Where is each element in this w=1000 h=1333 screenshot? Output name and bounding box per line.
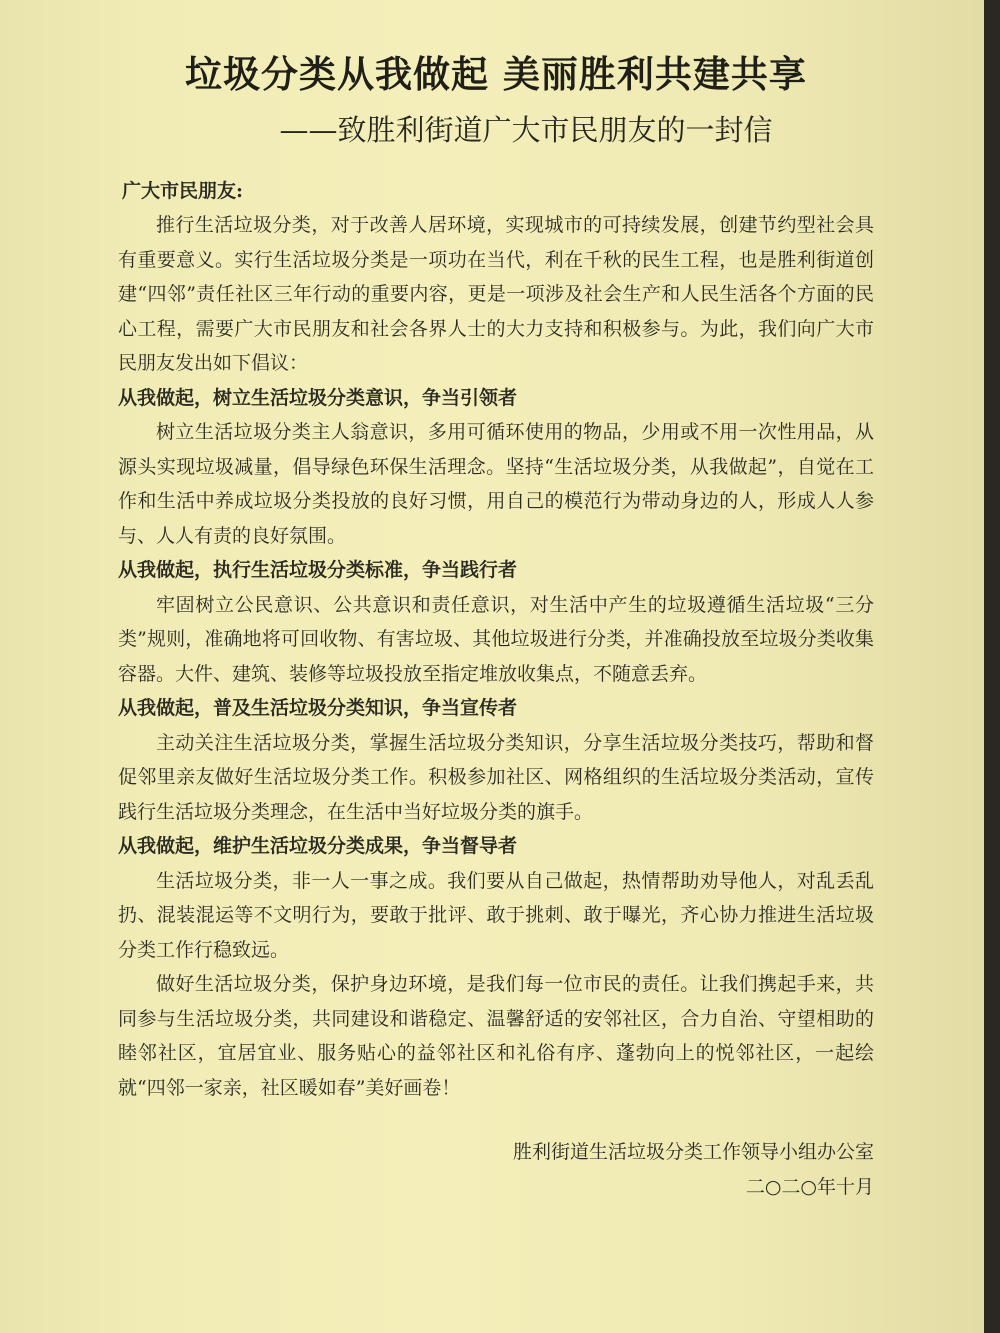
salutation: 广大市民朋友:	[122, 180, 244, 202]
section-heading-promoter: 从我做起，普及生活垃圾分类知识，争当宣传者	[118, 697, 518, 719]
section-body-leader: 树立生活垃圾分类主人翁意识，多用可循环使用的物品，少用或不用一次性用品，从源头实现垃圾减量，倡导绿色环保生活理念。坚持“生活垃圾分类，从我做起”，自觉在工作和生活中养成垃圾分类投放的良好习惯，用自己的模范行为带动身边的人，形成人人参与、人人有责的良好氛围。	[118, 421, 874, 547]
letter-subtitle: ——致胜利街道广大市民朋友的一封信	[279, 113, 773, 147]
section-heading-supervisor: 从我做起，维护生活垃圾分类成果，争当督导者	[118, 835, 518, 857]
signature: 胜利街道生活垃圾分类工作领导小组办公室	[512, 1141, 874, 1163]
letter-title: 垃圾分类从我做起 美丽胜利共建共享	[185, 53, 807, 96]
section-heading-practitioner: 从我做起，执行生活垃圾分类标准，争当践行者	[118, 559, 518, 581]
section-body-promoter: 主动关注生活垃圾分类，掌握生活垃圾分类知识，分享生活垃圾分类技巧，帮助和督促邻里亲友做好生活垃圾分类工作。积极参加社区、网格组织的生活垃圾分类活动，宣传践行生活垃圾分类理念，在生活中当好垃圾分类的旗手。	[118, 731, 874, 823]
intro-paragraph: 推行生活垃圾分类，对于改善人居环境，实现城市的可持续发展，创建节约型社会具有重要意义。实行生活垃圾分类是一项功在当代，利在千秋的民生工程，也是胜利街道创建“四邻”责任社区三年行动的重要内容，更是一项涉及社会生产和人民生活各个方面的民心工程，需要广大市民朋友和社会各界人士的大力支持和积极参与。为此，我们向广大市民朋友发出如下倡议：	[118, 214, 874, 374]
section-body-practitioner: 牢固树立公民意识、公共意识和责任意识，对生活中产生的垃圾遵循生活垃圾“三分类”规则，准确地将可回收物、有害垃圾、其他垃圾进行分类，并准确投放至垃圾分类收集容器。大件、建筑、装修等垃圾投放至指定堆放收集点，不随意丢弃。	[118, 593, 874, 685]
closing-paragraph: 做好生活垃圾分类，保护身边环境，是我们每一位市民的责任。让我们携起手来，共同参与生活垃圾分类，共同建设和谐稳定、温馨舒适的安邻社区，合力自治、守望相助的睦邻社区，宜居宜业、服务贴心的益邻社区和礼俗有序、蓬勃向上的悦邻社区，一起绘就“四邻一家亲，社区暖如春”美好画卷！	[118, 973, 874, 1099]
section-heading-leader: 从我做起，树立生活垃圾分类意识，争当引领者	[118, 386, 518, 409]
section-body-supervisor: 生活垃圾分类，非一人一事之成。我们要从自己做起，热情帮助劝导他人，对乱丢乱扔、混装混运等不文明行为，要敢于批评、敢于挑刺、敢于曝光，齐心协力推进生活垃圾分类工作行稳致远。	[118, 869, 874, 961]
letter-date: 二○二○年十月	[745, 1175, 874, 1198]
